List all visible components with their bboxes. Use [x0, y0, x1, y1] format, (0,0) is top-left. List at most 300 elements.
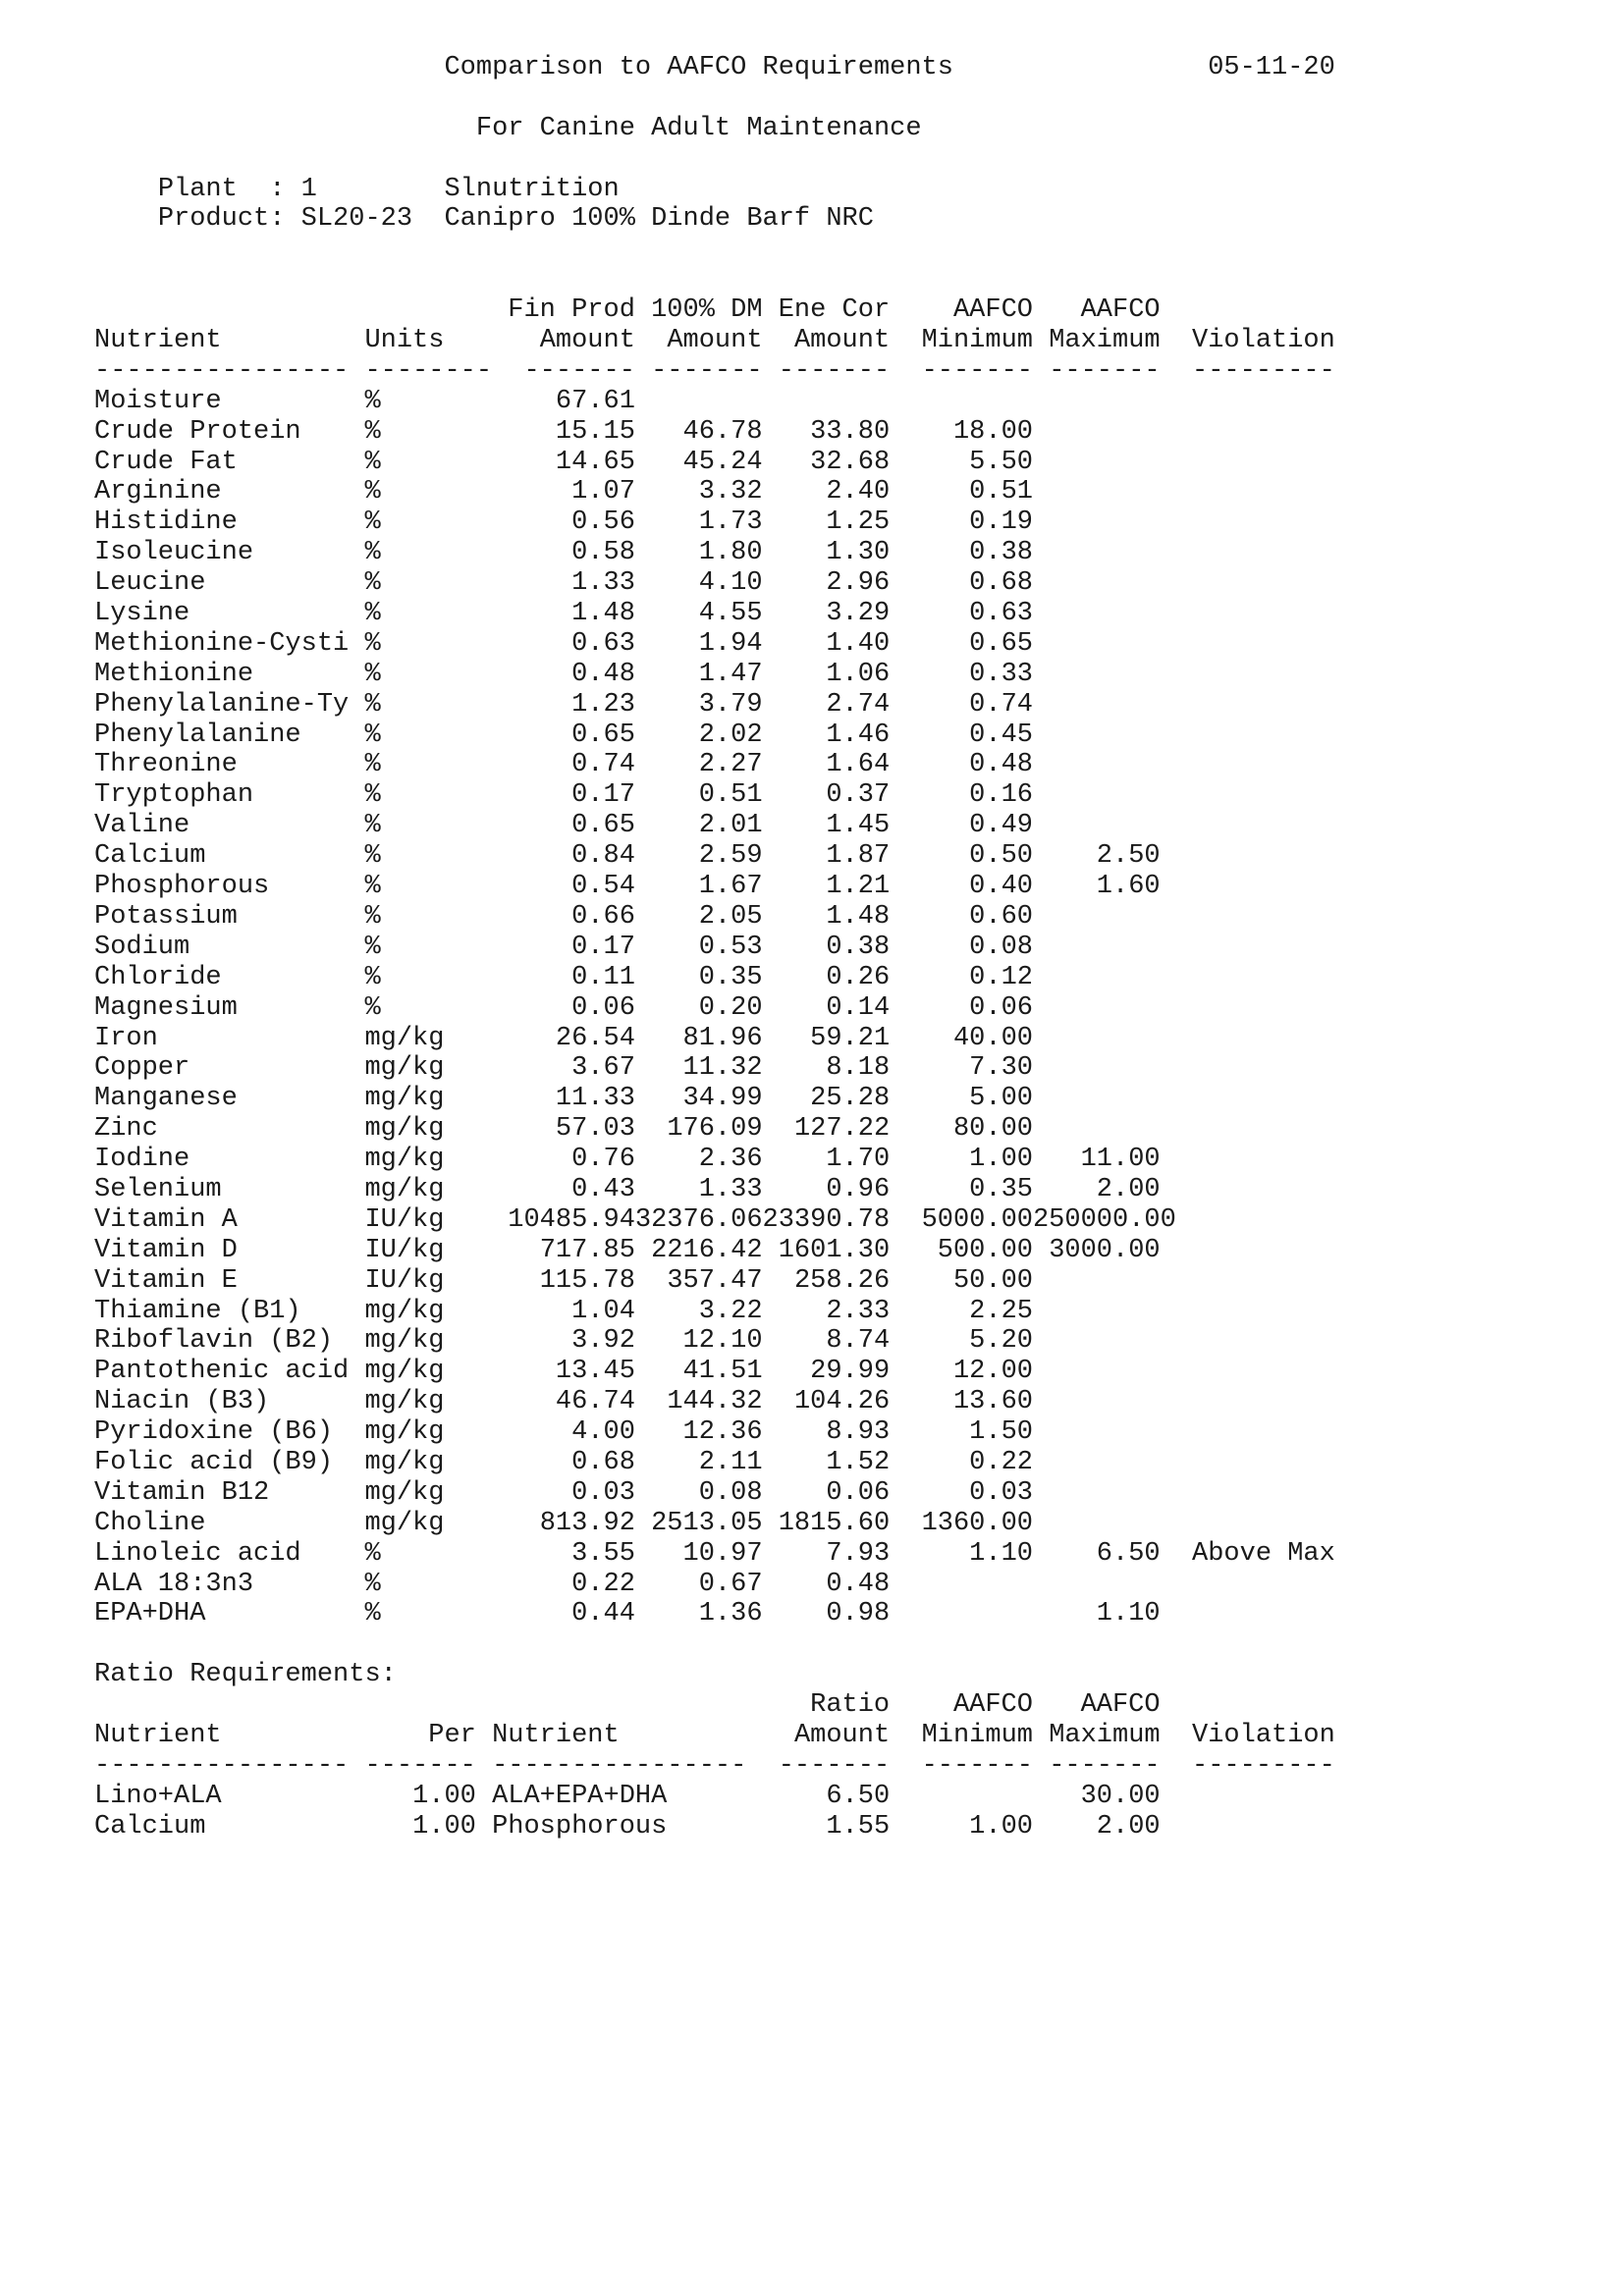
ratio-per: 1.00	[412, 1811, 476, 1842]
nutrient-units: %	[364, 932, 381, 962]
aafco-minimum: 0.60	[969, 901, 1033, 932]
nutrient-units: mg/kg	[364, 1326, 445, 1357]
aafco-minimum: 0.68	[969, 568, 1033, 599]
aafco-maximum: 250000.00	[1032, 1204, 1176, 1235]
table-row	[94, 1053, 1335, 1084]
aafco-minimum: 1.00	[969, 1145, 1033, 1175]
ene-cor-amount: 0.26	[826, 962, 891, 992]
dm-amount: 1.36	[698, 1599, 763, 1629]
nutrient-name: Folic acid (B9)	[94, 1447, 334, 1477]
fin-prod-amount: 1.33	[571, 568, 635, 599]
nutrient-units: %	[364, 811, 381, 841]
fin-prod-amount: 0.63	[571, 628, 635, 659]
aafco-minimum: 5000.00	[921, 1204, 1033, 1235]
aafco-comparison-report	[94, 53, 1335, 1842]
nutrient-name: Lysine	[94, 599, 190, 629]
table-header-bottom	[94, 326, 1335, 356]
nutrient-name: Thiamine (B1)	[94, 1296, 301, 1326]
nutrient-units: IU/kg	[364, 1265, 445, 1296]
nutrient-name: Arginine	[94, 477, 222, 507]
fin-prod-amount: 4.00	[571, 1417, 635, 1448]
table-row	[94, 568, 1335, 599]
fin-prod-amount: 1.23	[571, 689, 635, 720]
blank-line	[94, 144, 1335, 175]
table-row	[94, 1478, 1335, 1509]
aafco-minimum: 2.25	[969, 1296, 1033, 1326]
nutrient-name: Manganese	[94, 1084, 238, 1114]
fin-prod-amount: 0.11	[571, 962, 635, 992]
column-header: AAFCO	[952, 295, 1033, 326]
nutrient-units: %	[364, 447, 381, 477]
nutrient-units: IU/kg	[364, 1204, 445, 1235]
fin-prod-amount: 57.03	[555, 1114, 635, 1145]
fin-prod-amount: 15.15	[555, 416, 635, 447]
ratio-amount: 6.50	[826, 1781, 891, 1811]
fin-prod-amount: 67.61	[555, 386, 635, 416]
ene-cor-amount: 0.48	[826, 1569, 891, 1599]
product-name: Canipro 100% Dinde Barf NRC	[444, 204, 874, 235]
fin-prod-amount: 3.67	[571, 1053, 635, 1084]
aafco-minimum: 0.06	[969, 992, 1033, 1023]
aafco-minimum: 1.10	[969, 1538, 1033, 1569]
fin-prod-amount: 0.44	[571, 1599, 635, 1629]
table-row	[94, 1024, 1335, 1054]
report-subtitle-line	[94, 114, 1335, 144]
table-row	[94, 993, 1335, 1024]
nutrient-units: %	[364, 538, 381, 568]
aafco-minimum: 0.03	[969, 1477, 1033, 1508]
table-row	[94, 1509, 1335, 1539]
ene-cor-amount: 0.98	[826, 1599, 891, 1629]
table-row	[94, 1175, 1335, 1205]
fin-prod-amount: 0.66	[571, 901, 635, 932]
nutrient-units: %	[364, 841, 381, 872]
nutrient-units: mg/kg	[364, 1053, 445, 1084]
column-header: Maximum	[1049, 326, 1161, 356]
dm-amount: 2.36	[698, 1145, 763, 1175]
ratio-amount: 1.55	[826, 1811, 891, 1842]
table-row	[94, 1448, 1335, 1478]
table-row	[94, 933, 1335, 963]
dm-amount: 176.09	[667, 1114, 763, 1145]
ene-cor-amount: 1.64	[826, 750, 891, 780]
plant-number: 1	[300, 174, 317, 204]
table-row	[94, 1326, 1335, 1357]
blank-line	[94, 1629, 1335, 1660]
nutrient-units: %	[364, 416, 381, 447]
fin-prod-amount: 1.04	[571, 1296, 635, 1326]
nutrient-units: %	[364, 992, 381, 1023]
aafco-minimum: 0.33	[969, 659, 1033, 689]
fin-prod-amount: 0.06	[571, 992, 635, 1023]
dm-amount: 1.80	[698, 538, 763, 568]
table-row	[94, 1114, 1335, 1145]
column-header: Nutrient	[94, 326, 222, 356]
ene-cor-amount: 0.37	[826, 780, 891, 811]
fin-prod-amount: 0.17	[571, 932, 635, 962]
nutrient-name: Potassium	[94, 901, 238, 932]
table-row	[94, 1357, 1335, 1387]
nutrient-name: Choline	[94, 1508, 206, 1538]
dm-amount: 1.47	[698, 659, 763, 689]
dm-amount: 12.36	[682, 1417, 763, 1448]
aafco-minimum: 5.50	[969, 447, 1033, 477]
plant-line	[94, 175, 1335, 205]
aafco-minimum: 0.08	[969, 932, 1033, 962]
blank-line	[94, 83, 1335, 114]
table-row	[94, 841, 1335, 872]
nutrient-units: %	[364, 628, 381, 659]
aafco-maximum: 30.00	[1080, 1781, 1161, 1811]
nutrient-name: Pyridoxine (B6)	[94, 1417, 334, 1448]
dm-amount: 1.73	[698, 507, 763, 538]
aafco-minimum: 0.65	[969, 628, 1033, 659]
column-header: Fin Prod	[508, 295, 635, 326]
aafco-maximum: 1.10	[1096, 1599, 1161, 1629]
ene-cor-amount: 1.40	[826, 628, 891, 659]
ene-cor-amount: 127.22	[793, 1114, 891, 1145]
fin-prod-amount: 0.22	[571, 1569, 635, 1599]
fin-prod-amount: 0.65	[571, 720, 635, 750]
ene-cor-amount: 2.40	[826, 477, 891, 507]
dm-amount: 2.05	[698, 901, 763, 932]
dm-amount: 2.27	[698, 750, 763, 780]
aafco-maximum: 2.50	[1096, 841, 1161, 872]
column-header: Amount	[793, 326, 891, 356]
dm-amount: 1.33	[698, 1174, 763, 1204]
table-row	[94, 872, 1335, 902]
nutrient-name: Chloride	[94, 962, 222, 992]
column-header: Amount	[539, 326, 635, 356]
aafco-minimum: 80.00	[952, 1114, 1033, 1145]
fin-prod-amount: 1.48	[571, 599, 635, 629]
dm-amount: 10.97	[682, 1538, 763, 1569]
fin-prod-amount: 0.74	[571, 750, 635, 780]
dm-amount: 0.35	[698, 962, 763, 992]
fin-prod-amount: 0.65	[571, 811, 635, 841]
nutrient-units: %	[364, 689, 381, 720]
fin-prod-amount: 14.65	[555, 447, 635, 477]
column-header: Per	[428, 1720, 476, 1750]
aafco-minimum: 0.40	[969, 872, 1033, 902]
nutrient-units: %	[364, 659, 381, 689]
aafco-minimum: 0.63	[969, 599, 1033, 629]
nutrient-name: Calcium	[94, 841, 206, 872]
column-header: Minimum	[921, 326, 1033, 356]
nutrient-units: %	[364, 962, 381, 992]
ene-cor-amount: 59.21	[810, 1023, 891, 1053]
nutrient-units: %	[364, 599, 381, 629]
aafco-minimum: 5.00	[969, 1084, 1033, 1114]
column-header: Minimum	[921, 1720, 1033, 1750]
fin-prod-amount: 0.54	[571, 872, 635, 902]
nutrient-name: Zinc	[94, 1114, 158, 1145]
ene-cor-amount: 1.87	[826, 841, 891, 872]
plant-label: Plant :	[157, 174, 286, 204]
table-rule: ---------------- -------- ------- ------- ------- ------- ------- ---------	[94, 355, 1335, 386]
dm-amount: 0.67	[698, 1569, 763, 1599]
ratio-header-bottom	[94, 1721, 1335, 1751]
ene-cor-amount: 8.93	[826, 1417, 891, 1448]
column-header: AAFCO	[952, 1690, 1033, 1721]
aafco-minimum: 12.00	[952, 1357, 1033, 1387]
aafco-minimum: 0.38	[969, 538, 1033, 568]
blank-line	[94, 235, 1335, 265]
nutrient-units: mg/kg	[364, 1477, 445, 1508]
nutrient-units: mg/kg	[364, 1357, 445, 1387]
ratio-rule: ---------------- ------- ---------------- ------- ------- ------- ---------	[94, 1750, 1335, 1781]
nutrient-name: Magnesium	[94, 992, 238, 1023]
nutrient-name: Histidine	[94, 507, 238, 538]
ene-cor-amount: 1.70	[826, 1145, 891, 1175]
nutrient-name: Tryptophan	[94, 780, 254, 811]
ratio-nutrient: Calcium	[94, 1811, 206, 1842]
nutrient-name: Methionine-Cysti	[94, 628, 350, 659]
table-row	[94, 417, 1335, 448]
fin-prod-amount: 0.48	[571, 659, 635, 689]
ene-cor-amount: 3.29	[826, 599, 891, 629]
nutrient-units: %	[364, 780, 381, 811]
blank-line	[94, 265, 1335, 295]
table-row	[94, 448, 1335, 478]
fin-prod-amount: 1.07	[571, 477, 635, 507]
nutrient-units: mg/kg	[364, 1023, 445, 1053]
ene-cor-amount: 29.99	[810, 1357, 891, 1387]
ene-cor-amount: 1.48	[826, 901, 891, 932]
violation: Above Max	[1192, 1538, 1335, 1569]
table-row	[94, 1297, 1335, 1327]
nutrient-units: %	[364, 477, 381, 507]
dm-amount: 11.32	[682, 1053, 763, 1084]
table-row	[94, 750, 1335, 780]
ene-cor-amount: 2.74	[826, 689, 891, 720]
column-header: Units	[364, 326, 445, 356]
aafco-minimum: 0.19	[969, 507, 1033, 538]
fin-prod-amount: 10485.94	[508, 1204, 635, 1235]
dm-amount: 12.10	[682, 1326, 763, 1357]
fin-prod-amount: 0.17	[571, 780, 635, 811]
nutrient-name: Linoleic acid	[94, 1538, 301, 1569]
ene-cor-amount: 1.06	[826, 659, 891, 689]
nutrient-name: Vitamin A	[94, 1204, 238, 1235]
aafco-minimum: 0.50	[969, 841, 1033, 872]
aafco-minimum: 1360.00	[921, 1508, 1033, 1538]
nutrient-units: %	[364, 750, 381, 780]
nutrient-name: Crude Protein	[94, 416, 301, 447]
dm-amount: 4.55	[698, 599, 763, 629]
dm-amount: 357.47	[667, 1265, 763, 1296]
column-header: Amount	[667, 326, 763, 356]
nutrient-units: mg/kg	[364, 1447, 445, 1477]
ene-cor-amount: 7.93	[826, 1538, 891, 1569]
column-header: AAFCO	[1080, 1690, 1161, 1721]
ene-cor-amount: 8.74	[826, 1326, 891, 1357]
nutrient-name: Niacin (B3)	[94, 1387, 270, 1417]
dm-amount: 2.11	[698, 1447, 763, 1477]
ratio-per-nutrient: Phosphorous	[492, 1811, 668, 1842]
ene-cor-amount: 1815.60	[778, 1508, 891, 1538]
nutrient-name: Selenium	[94, 1174, 222, 1204]
nutrient-name: Crude Fat	[94, 447, 238, 477]
dm-amount: 2513.05	[651, 1508, 763, 1538]
table-row	[94, 660, 1335, 690]
fin-prod-amount: 11.33	[555, 1084, 635, 1114]
nutrient-name: Pantothenic acid	[94, 1357, 350, 1387]
nutrient-units: %	[364, 872, 381, 902]
aafco-maximum: 11.00	[1080, 1145, 1161, 1175]
fin-prod-amount: 115.78	[539, 1265, 635, 1296]
aafco-maximum: 3000.00	[1049, 1235, 1161, 1265]
column-header: Amount	[793, 1720, 891, 1750]
dm-amount: 2.02	[698, 720, 763, 750]
ene-cor-amount: 1.45	[826, 811, 891, 841]
fin-prod-amount: 0.56	[571, 507, 635, 538]
dm-amount: 2216.42	[651, 1235, 763, 1265]
aafco-maximum: 2.00	[1096, 1174, 1161, 1204]
nutrient-name: Threonine	[94, 750, 238, 780]
nutrient-units: mg/kg	[364, 1145, 445, 1175]
table-row	[94, 507, 1335, 538]
ene-cor-amount: 0.96	[826, 1174, 891, 1204]
ene-cor-amount: 104.26	[793, 1387, 891, 1417]
aafco-minimum: 0.22	[969, 1447, 1033, 1477]
fin-prod-amount: 0.68	[571, 1447, 635, 1477]
table-row	[94, 477, 1335, 507]
nutrient-name: Phosphorous	[94, 872, 270, 902]
fin-prod-amount: 0.58	[571, 538, 635, 568]
dm-amount: 0.53	[698, 932, 763, 962]
ratio-header-top	[94, 1690, 1335, 1721]
ratio-nutrient: Lino+ALA	[94, 1781, 222, 1811]
ene-cor-amount: 32.68	[810, 447, 891, 477]
nutrient-units: %	[364, 720, 381, 750]
ene-cor-amount: 2.96	[826, 568, 891, 599]
ene-cor-amount: 1.46	[826, 720, 891, 750]
table-row	[94, 690, 1335, 721]
column-header: Violation	[1192, 326, 1335, 356]
nutrient-name: Copper	[94, 1053, 190, 1084]
nutrient-name: EPA+DHA	[94, 1599, 206, 1629]
table-row	[94, 1084, 1335, 1114]
report-title-line	[94, 53, 1335, 83]
plant-name: Slnutrition	[444, 174, 620, 204]
aafco-maximum: 1.60	[1096, 872, 1161, 902]
fin-prod-amount: 717.85	[539, 1235, 635, 1265]
dm-amount: 45.24	[682, 447, 763, 477]
aafco-minimum: 0.51	[969, 477, 1033, 507]
nutrient-units: mg/kg	[364, 1417, 445, 1448]
nutrient-name: ALA 18:3n3	[94, 1569, 254, 1599]
nutrient-name: Vitamin D	[94, 1235, 238, 1265]
nutrient-units: mg/kg	[364, 1084, 445, 1114]
table-row	[94, 1236, 1335, 1266]
table-row	[94, 1145, 1335, 1175]
nutrient-units: mg/kg	[364, 1174, 445, 1204]
aafco-minimum: 0.74	[969, 689, 1033, 720]
aafco-minimum: 7.30	[969, 1053, 1033, 1084]
nutrient-name: Phenylalanine	[94, 720, 301, 750]
dm-amount: 0.20	[698, 992, 763, 1023]
table-row	[94, 1205, 1335, 1236]
ratio-per-nutrient: ALA+EPA+DHA	[492, 1781, 668, 1811]
aafco-minimum: 0.49	[969, 811, 1033, 841]
dm-amount: 3.22	[698, 1296, 763, 1326]
fin-prod-amount: 813.92	[539, 1508, 635, 1538]
ene-cor-amount: 8.18	[826, 1053, 891, 1084]
column-header: Nutrient	[94, 1720, 222, 1750]
nutrient-units: %	[364, 901, 381, 932]
nutrient-name: Methionine	[94, 659, 254, 689]
ratio-section-title: Ratio Requirements:	[94, 1660, 397, 1690]
column-header: Nutrient	[492, 1720, 620, 1750]
nutrient-name: Valine	[94, 811, 190, 841]
column-header: Maximum	[1049, 1720, 1161, 1750]
nutrient-name: Iodine	[94, 1145, 190, 1175]
product-label: Product:	[157, 204, 286, 235]
column-header: Ratio	[810, 1690, 891, 1721]
aafco-minimum: 5.20	[969, 1326, 1033, 1357]
aafco-minimum: 13.60	[952, 1387, 1033, 1417]
aafco-minimum: 40.00	[952, 1023, 1033, 1053]
column-header: 100% DM	[651, 295, 763, 326]
product-code: SL20-23	[300, 204, 413, 235]
dm-amount: 2.59	[698, 841, 763, 872]
aafco-minimum: 18.00	[952, 416, 1033, 447]
aafco-minimum: 1.50	[969, 1417, 1033, 1448]
aafco-minimum: 0.35	[969, 1174, 1033, 1204]
ene-cor-amount: 2.33	[826, 1296, 891, 1326]
ene-cor-amount: 1.52	[826, 1447, 891, 1477]
table-row	[94, 1599, 1335, 1629]
ene-cor-amount: 23390.78	[762, 1204, 891, 1235]
dm-amount: 41.51	[682, 1357, 763, 1387]
nutrient-units: IU/kg	[364, 1235, 445, 1265]
table-row	[94, 902, 1335, 933]
product-line	[94, 204, 1335, 235]
ene-cor-amount: 33.80	[810, 416, 891, 447]
ene-cor-amount: 1601.30	[778, 1235, 891, 1265]
aafco-minimum: 0.12	[969, 962, 1033, 992]
report-date: 05-11-20	[1208, 53, 1335, 82]
aafco-minimum: 1.00	[969, 1811, 1033, 1842]
dm-amount: 144.32	[667, 1387, 763, 1417]
dm-amount: 81.96	[682, 1023, 763, 1053]
aafco-maximum: 2.00	[1096, 1811, 1161, 1842]
table-row	[94, 629, 1335, 660]
nutrient-name: Sodium	[94, 932, 190, 962]
table-row	[94, 1266, 1335, 1297]
aafco-minimum: 500.00	[937, 1235, 1033, 1265]
ratio-title-line	[94, 1660, 1335, 1690]
nutrient-units: %	[364, 1569, 381, 1599]
table-row	[94, 387, 1335, 417]
ratio-per: 1.00	[412, 1781, 476, 1811]
dm-amount: 46.78	[682, 416, 763, 447]
nutrient-units: %	[364, 1538, 381, 1569]
ene-cor-amount: 1.30	[826, 538, 891, 568]
table-row	[94, 599, 1335, 629]
table-row	[94, 811, 1335, 841]
fin-prod-amount: 3.55	[571, 1538, 635, 1569]
ene-cor-amount: 0.06	[826, 1477, 891, 1508]
column-header: AAFCO	[1080, 295, 1161, 326]
nutrient-units: mg/kg	[364, 1508, 445, 1538]
table-row	[94, 1387, 1335, 1417]
nutrient-units: %	[364, 507, 381, 538]
table-row	[94, 538, 1335, 568]
nutrient-units: %	[364, 1599, 381, 1629]
dm-amount: 32376.06	[634, 1204, 763, 1235]
